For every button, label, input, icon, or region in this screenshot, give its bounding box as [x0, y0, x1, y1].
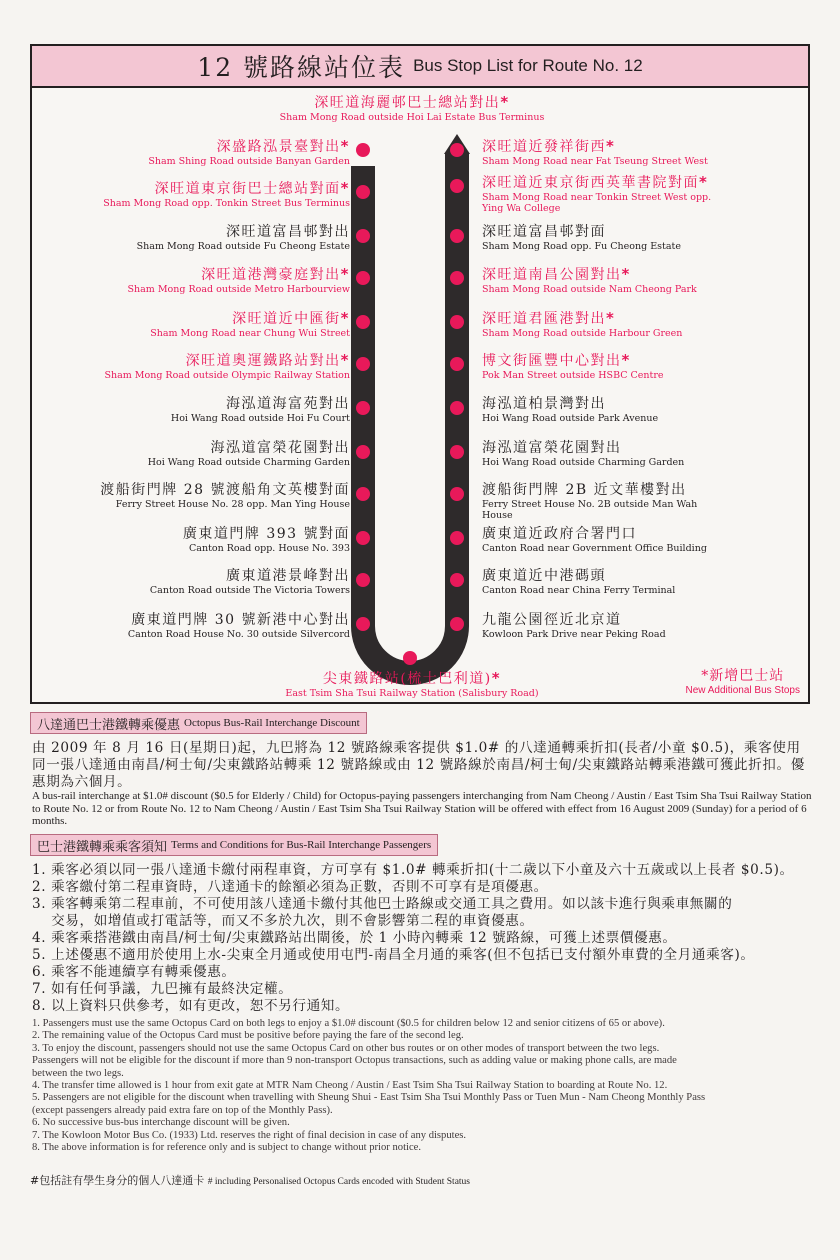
- stop-dot: [356, 315, 370, 329]
- left-stop: [50, 396, 350, 425]
- terms-heading-en: Terms and Conditions for Bus-Rail Interchange Passengers: [171, 839, 432, 851]
- route-title-en: Bus Stop List for Route No. 12: [413, 56, 643, 75]
- left-stop: [50, 568, 350, 597]
- terminus-bottom-en: East Tsim Sha Tsui Railway Station (Salisbury Road): [285, 688, 539, 700]
- stop-dot: [356, 617, 370, 631]
- stop-name-en: Canton Road outside The Victoria Towers: [149, 585, 350, 597]
- right-stop: [482, 440, 722, 469]
- terminus-top-zh: 深旺道海麗邨巴士總站對出: [314, 95, 501, 111]
- stop-name-en: Sham Mong Road outside Fu Cheong Estate: [136, 241, 350, 253]
- stop-name-en: Canton Road near Government Office Building: [482, 543, 707, 555]
- stop-name-zh: 深旺道富昌邨對面: [482, 224, 606, 240]
- stop-dot: [450, 357, 464, 371]
- legend: [685, 665, 800, 696]
- terms-heading-zh: 巴士港鐵轉乘乘客須知: [37, 839, 168, 855]
- right-stop: [482, 612, 722, 641]
- new-stop-star-icon: *: [340, 309, 350, 327]
- terms-item-en: 1. Passengers must use the same Octopus Card on both legs to enjoy a $1.0# discount ($0.5 for children below 12 and senior citizens of 65 or above).: [32, 1018, 665, 1029]
- left-stop: [50, 138, 350, 168]
- stop-name-zh: 海泓道富榮花園對出: [210, 440, 350, 456]
- stop-name-en: Kowloon Park Drive near Peking Road: [482, 629, 666, 641]
- stop-name-zh: 廣東道近政府合署門口: [482, 526, 637, 542]
- stop-name-en: Sham Shing Road outside Banyan Garden: [148, 156, 350, 168]
- terminus-bottom: [232, 670, 592, 700]
- right-stop: [482, 396, 722, 425]
- stop-name-zh: 深旺道富昌邨對出: [226, 224, 350, 240]
- terms-item-en: 4. The transfer time allowed is 1 hour from exit gate at MTR Nam Cheong / Austin / East Tsim Sha Tsui Railway Station to boarding at Route No. 12.: [32, 1080, 668, 1092]
- stop-name-zh: 海泓道富榮花園對出: [482, 440, 622, 456]
- stop-name-zh: 深旺道南昌公園對出: [482, 267, 622, 283]
- left-stop: [50, 352, 350, 382]
- terms-item-zh: 1. 乘客必須以同一張八達通卡繳付兩程車資，方可享有 $1.0# 轉乘折扣(十二歲以下小童及六十五歲或以上長者 $0.5)。: [32, 862, 794, 878]
- new-stop-star-icon: *: [340, 265, 350, 283]
- stop-name-zh: 深旺道近發祥街西: [482, 139, 606, 155]
- stop-dot: [450, 401, 464, 415]
- stop-name-en: Sham Mong Road near Chung Wui Street: [150, 328, 350, 340]
- left-stop: [50, 266, 350, 296]
- terms-item-zh: 7. 如有任何爭議，九巴擁有最終決定權。: [32, 981, 293, 997]
- right-stop: [482, 266, 722, 296]
- stop-name-en: Canton Road near China Ferry Terminal: [482, 585, 676, 597]
- stop-dot: [450, 617, 464, 631]
- new-stop-star-icon: *: [621, 265, 631, 283]
- stop-name-en: Sham Mong Road outside Nam Cheong Park: [482, 284, 697, 296]
- right-stop: [482, 310, 722, 340]
- route-title-zh: 12 號路線站位表: [197, 53, 406, 82]
- stop-name-en: Hoi Wang Road outside Park Avenue: [482, 413, 659, 425]
- new-stop-star-icon: *: [491, 669, 502, 687]
- stop-name-en: Ferry Street House No. 28 opp. Man Ying House: [115, 499, 350, 511]
- stop-name-zh: 深旺道君匯港對出: [482, 311, 606, 327]
- stop-name-zh: 深旺道港灣豪庭對出: [201, 267, 341, 283]
- stop-name-zh: 深盛路泓景臺對出: [216, 139, 341, 155]
- stop-dot: [450, 179, 464, 193]
- stop-name-zh: 海泓道柏景灣對出: [482, 396, 606, 412]
- stop-name-en: Hoi Wang Road outside Charming Garden: [482, 457, 685, 469]
- new-stop-star-icon: *: [621, 351, 631, 369]
- stop-name-en: Pok Man Street outside HSBC Centre: [482, 370, 664, 382]
- footnote: [30, 1172, 470, 1188]
- left-stop: [50, 310, 350, 340]
- stop-dot: [450, 315, 464, 329]
- terminus-top: [232, 94, 592, 124]
- new-stop-star-icon: *: [606, 309, 616, 327]
- stop-name-zh: 九龍公園徑近北京道: [482, 612, 622, 628]
- stop-name-zh: 深旺道近東京街西英華書院對面: [482, 175, 699, 191]
- terms-item-en: 7. The Kowloon Motor Bus Co. (1933) Ltd. reserves the right of final decision in case of any disputes.: [32, 1129, 467, 1141]
- terms-item-en: between the two legs.: [32, 1067, 124, 1079]
- stop-name-zh: 深旺道奧運鐵路站對出: [185, 353, 341, 369]
- terms-item-en: 3. To enjoy the discount, passengers should not use the same Octopus Card on other bus routes or on other modes of transport between the two legs.: [32, 1042, 660, 1054]
- left-stop: [50, 612, 350, 641]
- left-stop: [50, 224, 350, 253]
- stop-dot: [450, 573, 464, 587]
- stop-name-en: Canton Road opp. House No. 393: [189, 543, 350, 555]
- stop-name-zh: 深旺道東京街巴士總站對面: [154, 181, 341, 197]
- new-stop-star-icon: *: [340, 137, 350, 155]
- stop-name-zh: 廣東道近中港碼頭: [482, 568, 606, 584]
- stop-name-zh: 廣東道港景峰對出: [226, 568, 350, 584]
- stop-name-en: Sham Mong Road opp. Tonkin Street Bus Terminus: [103, 198, 350, 210]
- stop-dot: [450, 445, 464, 459]
- stop-dot: [450, 229, 464, 243]
- stop-dot: [356, 229, 370, 243]
- stop-name-en: Sham Mong Road near Tonkin Street West opp. Ying Wa College: [482, 192, 712, 215]
- discount-heading-zh: 八達通巴士港鐵轉乘優惠: [37, 717, 181, 733]
- discount-heading: [30, 712, 367, 734]
- legend-en: New Additional Bus Stops: [685, 685, 800, 696]
- right-stop: [482, 352, 722, 382]
- stop-dot: [356, 401, 370, 415]
- terms-item-en: Passengers will not be eligible for the discount if more than 9 non-transport Octopus transactions, such as adding value or making phone calls, are made: [32, 1055, 677, 1067]
- right-stop: [482, 526, 722, 555]
- stop-name-zh: 廣東道門牌 30 號新港中心對出: [131, 612, 350, 628]
- terms-list-en: [32, 1018, 822, 1154]
- stop-dot: [356, 573, 370, 587]
- right-stop: [482, 174, 722, 215]
- stop-name-zh: 海泓道海富苑對出: [226, 396, 350, 412]
- discount-text-zh: 由 2009 年 8 月 16 日(星期日)起，九巴將為 12 號路線乘客提供 $1.0# 的八達通轉乘折扣(長者/小童 $0.5)，乘客使用同一張八達通由南昌/柯士甸/尖東鐵路站轉乘 12 號路線或由 12 號路線於南昌/柯士甸/尖東鐵路站轉乘港鐵可獲此折扣。優惠期為六個月。: [32, 740, 805, 790]
- stop-name-en: Sham Mong Road opp. Fu Cheong Estate: [482, 241, 681, 253]
- terms-list-zh: [32, 862, 822, 1015]
- new-stop-star-icon: *: [340, 351, 350, 369]
- stop-name-en: Sham Mong Road outside Harbour Green: [482, 328, 683, 340]
- stop-dot: [356, 487, 370, 501]
- terminus-top-en: Sham Mong Road outside Hoi Lai Estate Bus Terminus: [279, 112, 545, 124]
- stop-name-en: Hoi Wang Road outside Charming Garden: [147, 457, 350, 469]
- stop-dot: [450, 143, 464, 157]
- terms-item-zh: 6. 乘客不能連續享有轉乘優惠。: [32, 964, 236, 980]
- new-stop-star-icon: *: [699, 173, 709, 191]
- terms-item-en: 2. The remaining value of the Octopus Card must be positive before paying the fare of the second leg.: [32, 1030, 464, 1042]
- stop-dot: [356, 531, 370, 545]
- new-stop-star-icon: *: [340, 179, 350, 197]
- stop-name-zh: 深旺道近中匯街: [232, 311, 341, 327]
- left-stop: [50, 482, 350, 511]
- terms-item-zh: 5. 上述優惠不適用於使用上水-尖東全月通或使用屯門-南昌全月通的乘客(但不包括已支付額外車費的全月通乘客)。: [32, 947, 755, 963]
- left-stop: [50, 180, 350, 210]
- stop-dot: [356, 357, 370, 371]
- legend-star-icon: *: [701, 668, 710, 684]
- terms-item-en: 8. The above information is for reference only and is subject to change without prior notice.: [32, 1142, 422, 1154]
- stop-dot: [356, 185, 370, 199]
- terms-item-en: (except passengers already paid extra fare on top of the Monthly Pass).: [32, 1104, 333, 1116]
- terms-item-zh: 8. 以上資料只供參考，如有更改，恕不另行通知。: [32, 998, 350, 1014]
- stop-name-en: Hoi Wang Road outside Hoi Fu Court: [170, 413, 350, 425]
- terms-item-zh: 3. 乘客轉乘第二程車前，不可使用該八達通卡繳付其他巴士路線或交通工具之費用。如以該卡進行與乘車無關的: [32, 896, 733, 912]
- terms-item-zh: 4. 乘客乘搭港鐵由南昌/柯士甸/尖東鐵路站出閘後，於 1 小時內轉乘 12 號路線，可獲上述票價優惠。: [32, 930, 677, 946]
- discount-text-en: A bus-rail interchange at $1.0# discount ($0.5 for Elderly / Child) for Octopus-paying passengers interchanging from Nam Cheong / Austin / East Tsim Sha Tsui Railway Station to Route No. 12 or from Route No. 12 to Nam Cheong / Austin / East Tsim Sha Tsui Railway Station will be offered with effect from 16 August 2009 (Sunday) for a period of 6 months.: [32, 790, 812, 827]
- stop-name-en: Sham Mong Road outside Metro Harbourview: [127, 284, 350, 296]
- right-stop: [482, 568, 722, 597]
- stop-name-en: Sham Mong Road outside Olympic Railway Station: [104, 370, 350, 382]
- stop-name-zh: 廣東道門牌 393 號對面: [182, 526, 350, 542]
- terms-item-zh: 交易，如增值或打電話等，而又不多於九次，則不會影響第二程的車資優惠。: [32, 913, 534, 929]
- right-stop: [482, 482, 722, 522]
- new-stop-star-icon: *: [500, 93, 510, 111]
- new-stop-star-icon: *: [606, 137, 616, 155]
- terms-item-en: 6. No successive bus-bus interchange discount will be given.: [32, 1117, 290, 1129]
- stop-name-zh: 渡船街門牌 2B 近文華樓對出: [482, 482, 687, 498]
- footnote-en: # including Personalised Octopus Cards encoded with Student Status: [207, 1177, 470, 1187]
- stop-dot: [356, 445, 370, 459]
- stop-name-zh: 博文街匯豐中心對出: [482, 353, 622, 369]
- stop-dot: [403, 651, 417, 665]
- footnote-zh: #包括註有學生身分的個人八達通卡: [30, 1174, 205, 1187]
- stop-dot: [450, 531, 464, 545]
- terms-item-zh: 2. 乘客繳付第二程車資時，八達通卡的餘額必須為正數，否則不可享有是項優惠。: [32, 879, 548, 895]
- terms-item-en: 5. Passengers are not eligible for the discount when travelling with Sheung Shui - East Tsim Sha Tsui Monthly Pass or Tuen Mun - Nam Cheong Monthly Pass: [32, 1092, 706, 1104]
- stop-name-en: Sham Mong Road near Fat Tseung Street West: [482, 156, 708, 168]
- terms-heading: [30, 834, 438, 856]
- left-stop: [50, 440, 350, 469]
- discount-heading-en: Octopus Bus-Rail Interchange Discount: [184, 717, 360, 729]
- stop-dot: [450, 271, 464, 285]
- stop-name-en: Canton Road House No. 30 outside Silvercord: [127, 629, 350, 641]
- stop-dot: [356, 271, 370, 285]
- stop-dot: [450, 487, 464, 501]
- stop-name-en: Ferry Street House No. 2B outside Man Wah House: [482, 499, 698, 522]
- right-stop: [482, 224, 722, 253]
- stop-name-zh: 渡船街門牌 28 號渡船角文英樓對面: [100, 482, 350, 498]
- left-stop: [50, 526, 350, 555]
- route-map: [30, 44, 810, 704]
- terminus-bottom-zh: 尖東鐵路站(梳士巴利道): [322, 671, 492, 687]
- stop-dot: [356, 143, 370, 157]
- right-stop: [482, 138, 722, 168]
- legend-zh: 新增巴士站: [709, 668, 785, 684]
